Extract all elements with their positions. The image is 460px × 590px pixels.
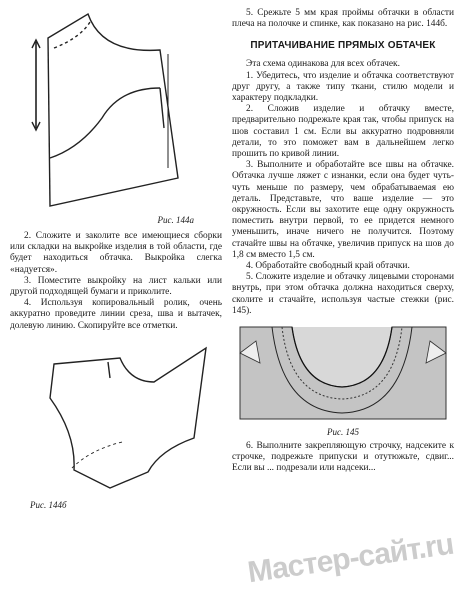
right-intro-block [232,8,454,30]
step-3-paragraph: 3. Поместите выкройку на лист кальки или другой подходящей бумаги и приколите. [10,275,222,298]
scheme-intro-paragraph: Эта схема одинакова для всех обтачек. [246,59,400,70]
right-column [232,8,454,475]
facing-step-6-paragraph: 6. Выполните закрепляющую строчку, надсеките к строчке, подрежьте припуски и отутюжьте, сдвиг... Если вы ... подрезали или надсеки... [232,441,454,474]
facing-step-2-paragraph: 2. Сложив изделие и обтачку вместе, предварительно подрежьте края так, чтобы припуск на шов составил 1 см. Если вы аккуратно подровняли детали, то это поможет вам в дальнейшем легко прошить по кривой линии. [232,104,454,160]
right-tail-block [232,441,454,475]
figure-145 [232,323,454,437]
pattern-144b-drawing [10,338,222,498]
figure-144a [10,8,222,225]
watermark: Мастер-сайт.ru [245,527,456,590]
step-4-paragraph: 4. Используя копировальный ролик, очень аккуратно проведите линии среза, шва и вытачек, долевую линию. Скопируйте все отметки. [10,298,222,331]
figure-145-caption: Рис. 145 [327,427,359,438]
facing-step-1-paragraph: 1. Убедитесь, что изделие и обтачка соответствуют друг другу, а также типу ткани, стилю модели и характеру подкладки. [232,70,454,104]
facing-step-4-paragraph: 4. Обработайте свободный край обтачки. [246,261,410,272]
figure-144b [10,338,222,510]
section-heading: ПРИТАЧИВАНИЕ ПРЯМЫХ ОБТАЧЕК [250,40,436,52]
neckline-facing-illustration [232,323,454,425]
left-text-block [10,231,222,332]
left-column [10,8,222,510]
figure-144a-caption: Рис. 144а [157,215,194,225]
facing-step-5-paragraph: 5. Сложите изделие и обтачку лицевыми сторонами внутрь, при этом обтачка должна находиться сверху, сколите и стачайте, используя частые стежки (рис. 145). [232,272,454,316]
step-5-intro-paragraph: 5. Срежьте 5 мм края проймы обтачки в области плеча на полочке и спинке, как показано на рис. 144б. [232,8,454,30]
pattern-144a-drawing [10,8,222,213]
step-2-paragraph: 2. Сложите и заколите все имеющиеся сборки или складки на выкройке изделия в той области, где будет находиться обтачка. Выкройка слегка «надуется». [10,231,222,275]
right-text-block [232,59,454,317]
figure-144b-caption: Рис. 144б [30,499,67,510]
facing-step-3-paragraph: 3. Выполните и обработайте все швы на обтачке. Обтачка лучше ляжет с изнанки, если она будет чуть-чуть меньше по размеру, чем обрабатываемая ею деталь. Представьте, что ваше изделие — это окружность. Если вы захотите еще одну окружность поместить внутри первой, то ее придется немного уменьшить, иначе ничего не получится. Поэтому стачайте швы на обтачке, увеличив припуск на шов до 1,8 см вместо 1,5 см. [232,160,454,260]
